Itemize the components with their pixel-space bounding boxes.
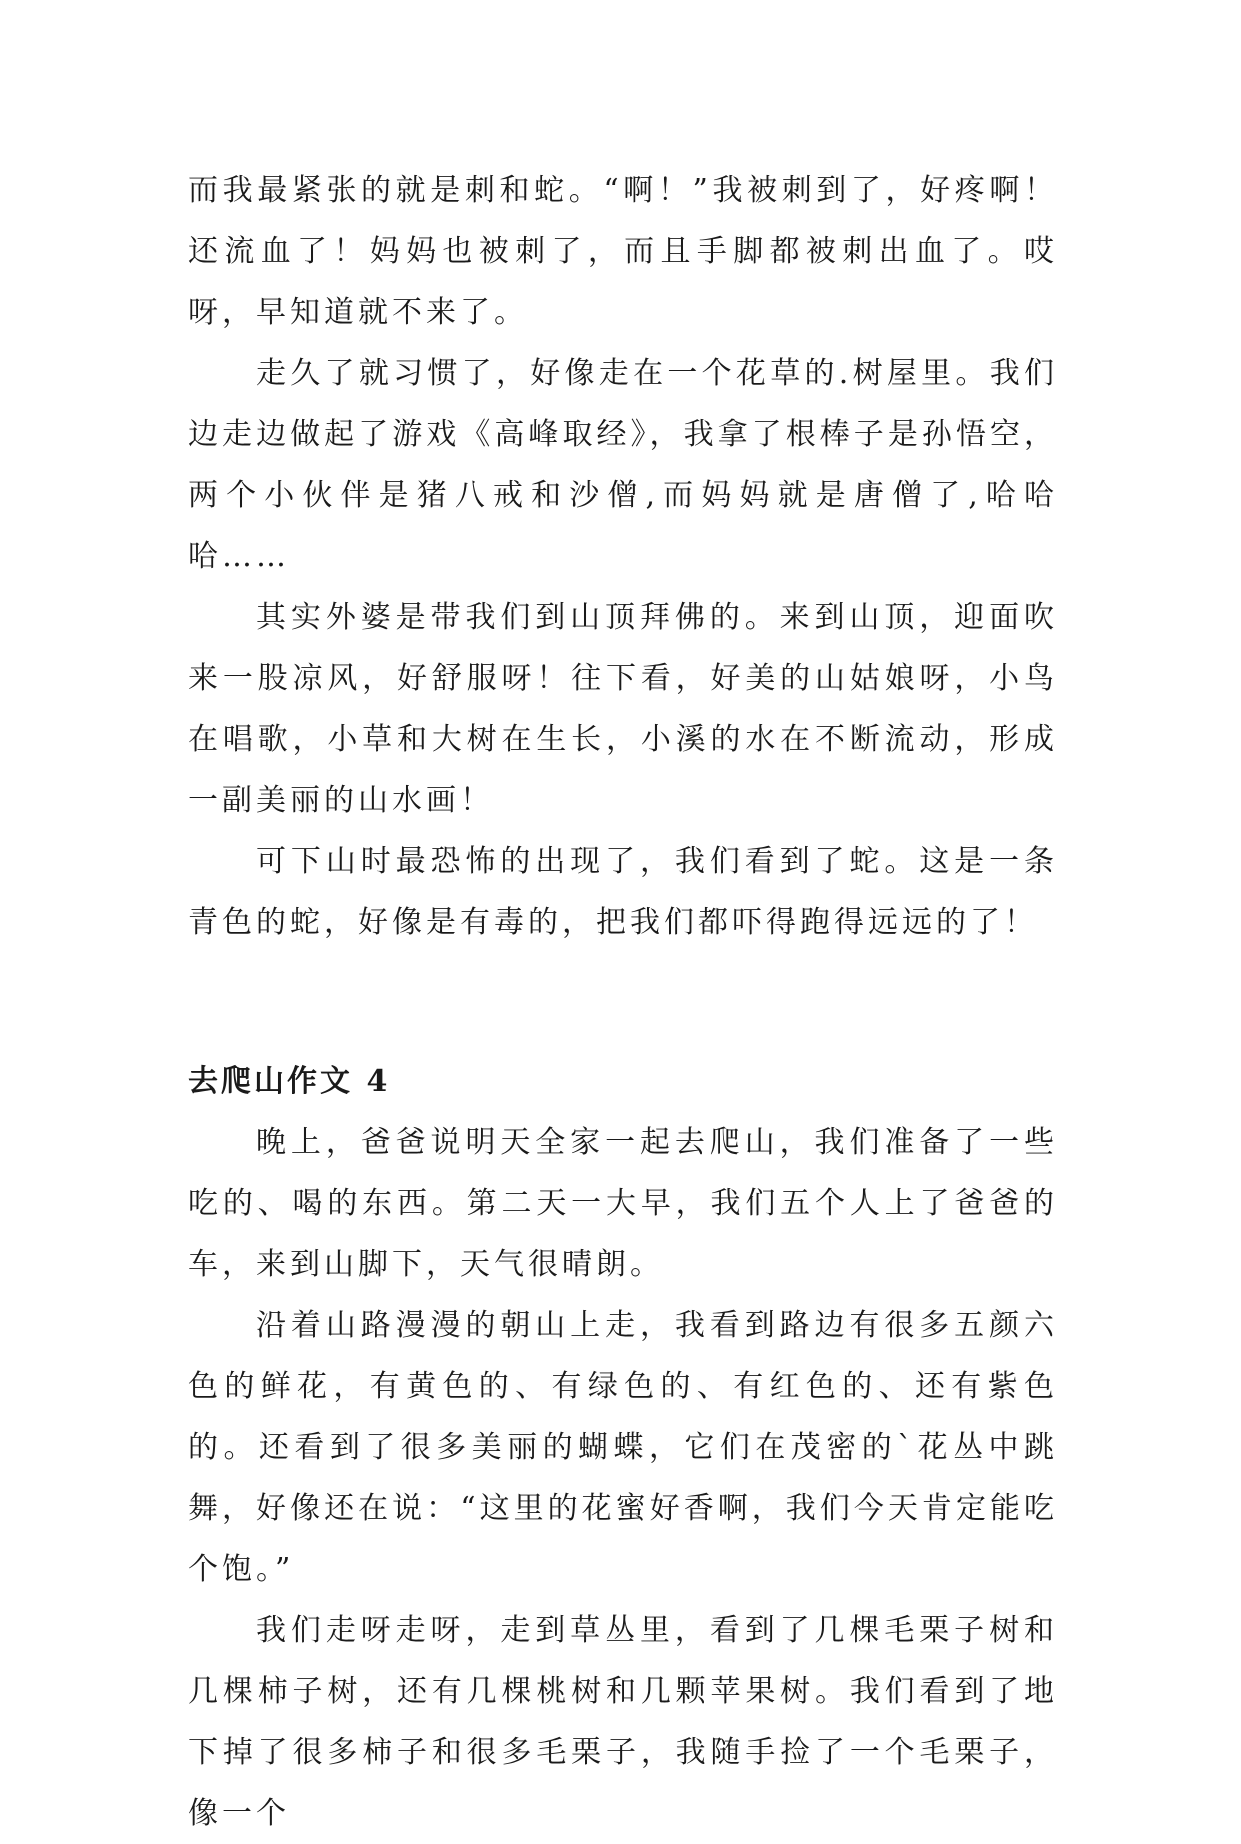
paragraph: 而我最紧张的就是刺和蛇。“啊！”我被刺到了，好疼啊！还流血了！妈妈也被刺了，而且手脚都被刺出血了。哎呀，早知道就不来了。	[188, 173, 1058, 330]
paragraph: 晚上，爸爸说明天全家一起去爬山，我们准备了一些吃的、喝的东西。第二天一大早，我们五个人上了爸爸的车，来到山脚下，天气很晴朗。	[188, 1125, 1058, 1282]
paragraph: 走久了就习惯了，好像走在一个花草的.树屋里。我们边走边做起了游戏《高峰取经》，我拿了根棒子是孙悟空，两个小伙伴是猪八戒和沙僧,而妈妈就是唐僧了,哈哈哈……	[188, 356, 1058, 574]
section-title: 去爬山作文 4	[188, 1064, 391, 1099]
paragraph: 我们走呀走呀，走到草丛里，看到了几棵毛栗子树和几棵柿子树，还有几棵桃树和几颗苹果树。我们看到了地下掉了很多柿子和很多毛栗子，我随手捡了一个毛栗子，像一个	[188, 1613, 1058, 1831]
document-page	[188, 160, 1058, 1844]
paragraph: 沿着山路漫漫的朝山上走，我看到路边有很多五颜六色的鲜花，有黄色的、有绿色的、有红色的、还有紫色的。还看到了很多美丽的蝴蝶，它们在茂密的`花丛中跳舞，好像还在说：“这里的花蜜好香啊，我们今天肯定能吃个饱。”	[188, 1308, 1058, 1587]
section-spacer	[188, 953, 1058, 1051]
paragraph: 其实外婆是带我们到山顶拜佛的。来到山顶，迎面吹来一股凉风，好舒服呀！往下看，好美的山姑娘呀，小鸟在唱歌，小草和大树在生长，小溪的水在不断流动，形成一副美丽的山水画！	[188, 600, 1058, 818]
paragraph: 可下山时最恐怖的出现了，我们看到了蛇。这是一条青色的蛇，好像是有毒的，把我们都吓得跑得远远的了！	[188, 844, 1058, 940]
